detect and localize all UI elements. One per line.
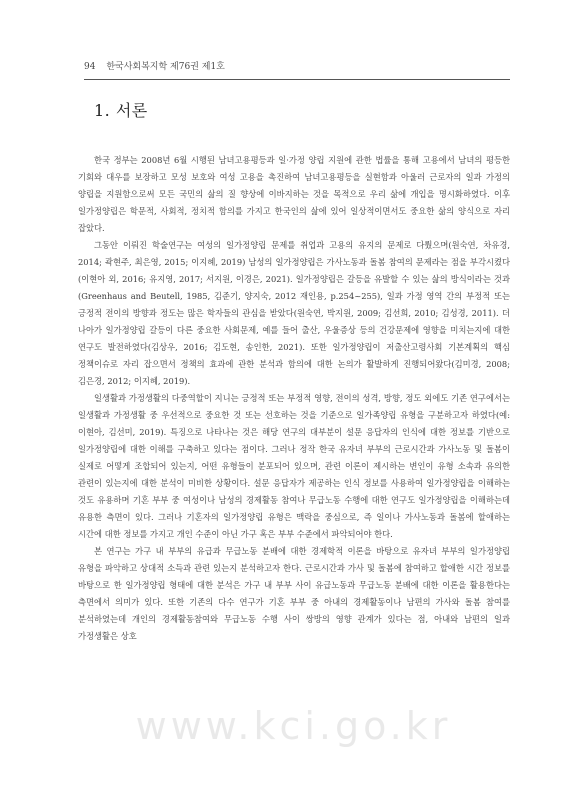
- section-title: 1. 서론: [94, 101, 148, 120]
- paragraph-1: 한국 정부는 2008년 6월 시행된 남녀고용평등과 일·가정 양립 지원에 관한 법률을 통해 고용에서 남녀의 평등한 기회와 대우를 보장하고 모성 보호와 여성 고용을 촉진하여 남녀고용평등을 실현함과 아울러 근로자의 일과 가정의 양립을 지원함으로써 모든 국민의 삶의 질 향상에 이바지하는 것을 목적으로 우리 삶에 개입을 명시화하였다. 이후 일가정양립은 학문적, 사회적, 정치적 함의를 가지고 한국인의 삶에 있어 일상적이면서도 중요한 삶의 양식으로 자리 잡았다.: [78, 155, 510, 233]
- journal-name: 한국사회복지학 제76권 제1호: [106, 62, 225, 72]
- page-number: 94: [84, 62, 96, 72]
- watermark: www.kci.go.kr: [135, 704, 452, 748]
- paragraph-4: 본 연구는 가구 내 부부의 유급과 무급노동 분배에 대한 경제학적 이론을 바탕으로 유자녀 부부의 일가정양립 유형을 파악하고 상대적 소득과 관련 있는지 분석하고자 한다. 근로시간과 가사 및 돌봄에 참여하고 할애한 시간 정보를 바탕으로 한 일가정양립 형태에 대한 분석은 가구 내 부부 사이 유급노동과 무급노동 분배에 대한 이론을 활용한다는 측면에서 의미가 있다. 또한 기존의 다수 연구가 기혼 부부 중 아내의 경제활동이나 남편의 가사와 돌봄 참여를 분석하였는데 개인의 경제활동참여와 무급노동 수행 사이 쌍방의 영향 관계가 있다는 점, 아내와 남편의 일과 가정생활은 상호: [78, 546, 510, 641]
- running-header: [84, 59, 225, 72]
- paragraph-3: 일생활과 가정생활의 다중역할이 지니는 긍정적 또는 부정적 영향, 전이의 성격, 방향, 정도 외에도 기존 연구에서는 일생활과 가정생활 중 우선적으로 중요한 것 또는 선호하는 것을 기준으로 일가족양립 유형을 구분하고자 하였다(예: 이현아, 김선미, 2019). 특징으로 나타나는 것은 해당 연구의 대부분이 설문 응답자의 인식에 대한 정보를 기반으로 일가정양립에 대한 이해를 구축하고 있다는 점이다. 그러나 정작 한국 유자녀 부부의 근로시간과 가사노동 및 돌봄이 실제로 어떻게 조합되어 있는지, 어떤 유형들이 분포되어 있으며, 관련 이론이 제시하는 변인이 유형 소속과 유의한 관련이 있는지에 대한 분석이 미비한 상황이다. 설문 응답자가 제공하는 인식 정보를 사용하여 일가정양립을 이해하는 것도 유용하며 기혼 부부 중 여성이나 남성의 경제활동 참여나 무급노동 수행에 대한 연구도 일가정양립을 이해하는데 유용한 측면이 있다. 그러나 기혼자의 일가정양립 유형은 맥락을 중심으로, 즉 일이나 가사노동과 돌봄에 할애하는 시간에 대한 정보를 가지고 개인 수준이 아닌 가구 혹은 부부 수준에서 파악되어야 한다.: [78, 393, 510, 539]
- body-text: [78, 152, 510, 645]
- paragraph-2: 그동안 이뤄진 학술연구는 여성의 일가정양립 문제를 취업과 고용의 유지의 문제로 다뤘으며(원숙연, 차유경, 2014; 곽현주, 최은영, 2015; 이지혜, 2019) 남성의 일가정양립은 가사노동과 돌봄 참여의 문제라는 점을 부각시켰다(이현아 외, 2016; 유지영, 2017; 서지원, 이경은, 2021). 일가정양립은 갈등을 유발할 수 있는 삶의 방식이라는 것과(Greenhaus and Beutell, 1985, 김준기, 양지숙, 2012 재인용, p.254~255), 일과 가정 영역 간의 부정적 또는 긍정적 전이의 방향과 정도는 많은 학자들의 관심을 받았다(원숙연, 박지원, 2009; 김선희, 2010; 김성경, 2011). 더 나아가 일가정양립 갈등이 다른 중요한 사회문제, 예를 들어 출산, 우울증상 등의 건강문제에 영향을 미치는지에 대한 연구도 발전하였다(김상우, 2016; 김도현, 송인한, 2021). 또한 일가정양립이 저출산고령사회 기본계획의 핵심 정책이슈로 자리 잡으면서 정책의 효과에 관한 분석과 함의에 대한 논의가 활발하게 진행되어왔다(김미경, 2008; 김은경, 2012; 이지혜, 2019).: [78, 240, 510, 386]
- header-rule: [84, 79, 510, 80]
